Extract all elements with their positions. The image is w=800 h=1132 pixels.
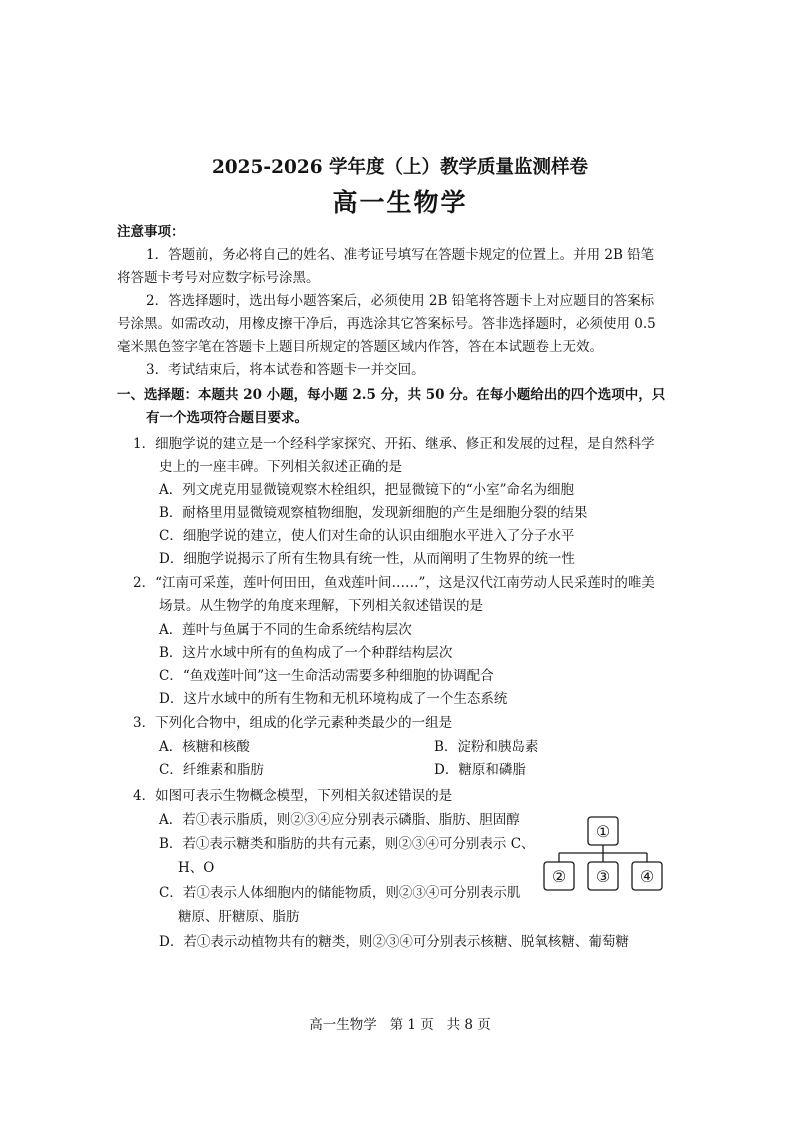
q1-stem-cont: 史上的一座丰碑。下列相关叙述正确的是 xyxy=(159,459,402,475)
notice-heading: 注意事项： xyxy=(117,224,185,240)
q1-option-a: A．列文虎克用显微镜观察木栓组织，把显微镜下的“小室”命名为细胞 xyxy=(159,482,575,498)
q3-option-d: D．糖原和磷脂 xyxy=(434,762,526,778)
diagram-label-4: ④ xyxy=(639,867,655,886)
q2-option-d: D．这片水域中的所有生物和无机环境构成了一个生态系统 xyxy=(159,691,508,707)
q4-option-b-cont: H、O xyxy=(178,860,215,876)
subject-title: 高一生物学 xyxy=(332,188,468,217)
q1-option-c: C．细胞学说的建立，使人们对生命的认识由细胞水平进入了分子水平 xyxy=(159,528,575,544)
q3-option-b: B．淀粉和胰岛素 xyxy=(434,739,539,755)
diagram-label-1: ① xyxy=(595,822,611,841)
concept-model-diagram xyxy=(540,815,670,895)
q2-option-a: A．莲叶与鱼属于不同的生命系统结构层次 xyxy=(159,622,412,638)
notice-line: 1．答题前，务必将自己的姓名、准考证号填写在答题卡规定的位置上。并用 2B 铅笔 xyxy=(146,247,655,263)
exam-title: 2025-2026 学年度（上）教学质量监测样卷 xyxy=(211,157,589,178)
q1-option-b: B．耐格里用显微镜观察植物细胞，发现新细胞的产生是细胞分裂的结果 xyxy=(159,505,588,521)
q3-option-c: C．纤维素和脂肪 xyxy=(159,762,264,778)
q4-option-d: D．若①表示动植物共有的糖类，则②③④可分别表示核糖、脱氧核糖、葡萄糖 xyxy=(159,934,629,950)
q1-option-d: D．细胞学说揭示了所有生物具有统一性，从而阐明了生物界的统一性 xyxy=(159,551,575,567)
q2-option-c: C．“鱼戏莲叶间”这一生命活动需要多种细胞的协调配合 xyxy=(159,668,494,684)
q3-option-a: A．核糖和核酸 xyxy=(159,739,250,755)
q4-option-b: B．若①表示糖类和脂肪的共有元素，则②③④可分别表示 C、 xyxy=(159,836,535,852)
q4-stem: 4．如图可表示生物概念模型，下列相关叙述错误的是 xyxy=(133,788,453,804)
notice-line: 毫米黑色签字笔在答题卡上题目所规定的答题区域内作答，答在本试题卷上无效。 xyxy=(117,339,603,355)
notice-line: 3．考试结束后，将本试卷和答题卡一并交回。 xyxy=(146,362,425,378)
diagram-connectors xyxy=(559,845,647,862)
q3-stem: 3．下列化合物中，组成的化学元素种类最少的一组是 xyxy=(133,715,453,731)
q4-option-c: C．若①表示人体细胞内的储能物质，则②③④可分别表示肌 xyxy=(159,885,521,901)
notice-line: 号涂黑。如需改动，用橡皮擦干净后，再选涂其它答案标号。答非选择题时，必须使用 0.5 xyxy=(117,316,656,332)
notice-line: 将答题卡考号对应数字标号涂黑。 xyxy=(117,270,320,286)
q4-option-a: A．若①表示脂质，则②③④应分别表示磷脂、脂肪、胆固醇 xyxy=(159,812,520,828)
q2-stem-cont: 场景。从生物学的角度来理解，下列相关叙述错误的是 xyxy=(159,598,483,614)
q1-stem: 1．细胞学说的建立是一个经科学家探究、开拓、继承、修正和发展的过程，是自然科学 xyxy=(133,436,655,452)
diagram-label-2: ② xyxy=(551,867,567,886)
section-heading: 一、选择题：本题共 20 小题，每小题 2.5 分，共 50 分。在每小题给出的四个选项中，只 xyxy=(117,387,666,403)
section-heading-cont: 有一个选项符合题目要求。 xyxy=(146,410,308,426)
notice-line: 2．答选择题时，选出每小题答案后，必须使用 2B 铅笔将答题卡上对应题目的答案标 xyxy=(146,293,655,309)
diagram-label-3: ③ xyxy=(595,867,611,886)
q4-option-c-cont: 糖原、肝糖原、脂肪 xyxy=(178,909,300,925)
q2-option-b: B．这片水域中所有的鱼构成了一个种群结构层次 xyxy=(159,645,453,661)
q2-stem: 2．“江南可采莲，莲叶何田田，鱼戏莲叶间……”，这是汉代江南劳动人民采莲时的唯美 xyxy=(133,575,655,591)
page-footer: 高一生物学 第 1 页 共 8 页 xyxy=(309,1017,491,1033)
